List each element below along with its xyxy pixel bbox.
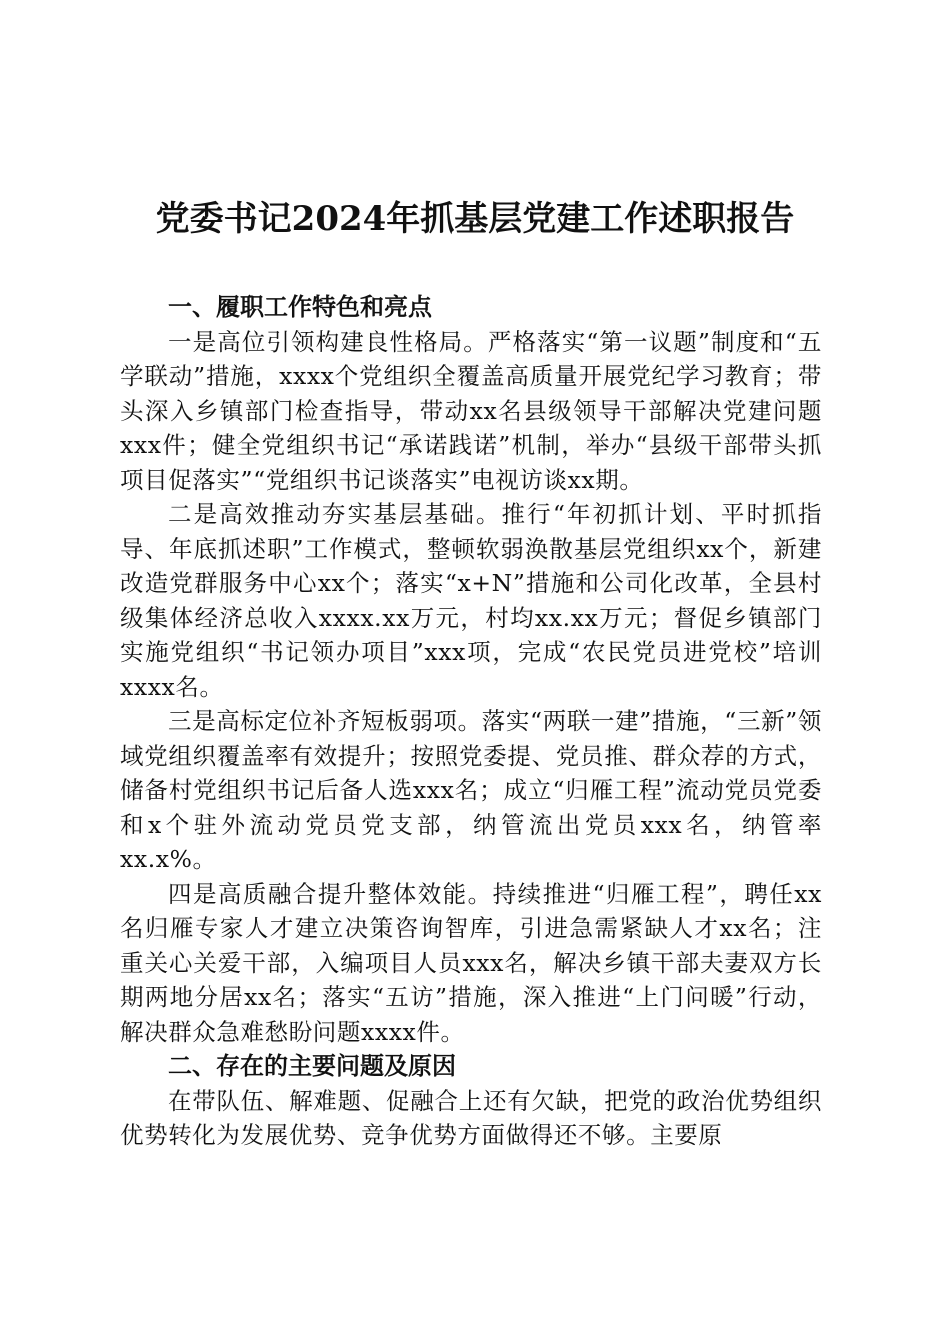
paragraph: 在带队伍、解难题、促融合上还有欠缺，把党的政治优势组织优势转化为发展优势、竞争优势方面做得还不够。主要原	[120, 1086, 822, 1149]
section-1	[120, 290, 822, 1049]
paragraph: 四是高质融合提升整体效能。持续推进“归雁工程”，聘任xx名归雁专家人才建立决策咨询智库，引进急需紧缺人才xx名；注重关心关爱干部，入编项目人员xxx名，解决乡镇干部夫妻双方长期两地分居xx名；落实“五访”措施，深入推进“上门问暖”行动，解决群众急难愁盼问题xxxx件。	[120, 879, 822, 1046]
paragraph: 二是高效推动夯实基层基础。推行“年初抓计划、平时抓指导、年底抓述职”工作模式，整顿软弱涣散基层党组织xx个，新建改造党群服务中心xx个；落实“x+N”措施和公司化改革，全县村级集体经济总收入xxxx.xx万元，村均xx.xx万元；督促乡镇部门实施党组织“书记领办项目”xxx项，完成“农民党员进党校”培训xxxx名。	[120, 500, 822, 701]
document-title: 党委书记2024年抓基层党建工作述职报告	[155, 199, 795, 239]
paragraph: 三是高标定位补齐短板弱项。落实“两联一建”措施，“三新”领域党组织覆盖率有效提升；按照党委提、党员推、群众荐的方式，储备村党组织书记后备人选xxx名；成立“归雁工程”流动党员党委和x个驻外流动党员党支部，纳管流出党员xxx名，纳管率xx.x%。	[120, 707, 822, 873]
section-2	[120, 1049, 822, 1153]
paragraph: 一是高位引领构建良性格局。严格落实“第一议题”制度和“五学联动”措施，xxxx个党组织全覆盖高质量开展党纪学习教育；带头深入乡镇部门检查指导，带动xx名县级领导干部解决党建问题xxx件；健全党组织书记“承诺践诺”机制，举办“县级干部带头抓项目促落实”“党组织书记谈落实”电视访谈xx期。	[120, 327, 822, 494]
document-body	[120, 290, 822, 1153]
section-heading: 一、履职工作特色和亮点	[168, 293, 432, 321]
section-heading: 二、存在的主要问题及原因	[168, 1052, 456, 1080]
